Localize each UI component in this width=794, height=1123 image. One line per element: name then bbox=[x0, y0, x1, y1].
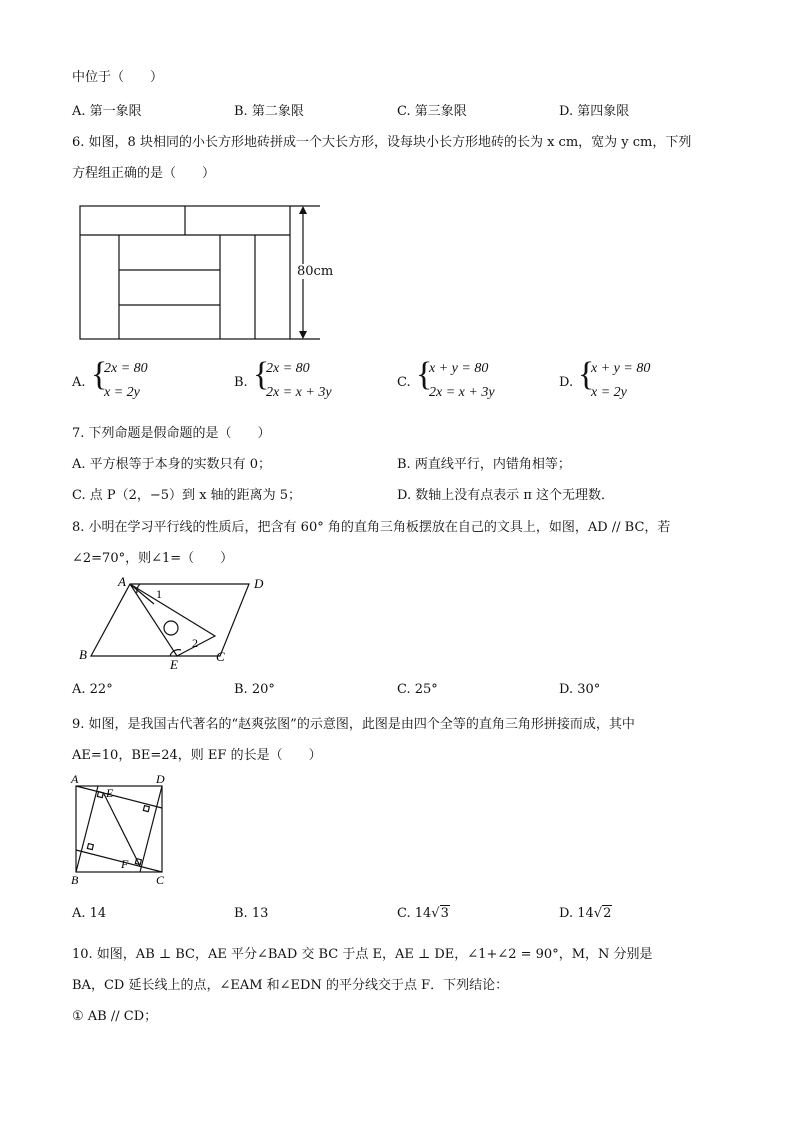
q6-option-c-letter: C. bbox=[397, 375, 411, 390]
q9-zhao-shuang-figure bbox=[68, 770, 178, 888]
q6-option-b-eq2: 2x = x + 3y bbox=[266, 385, 332, 400]
q8-option-a: A. 22° bbox=[72, 682, 113, 697]
q6-option-a-eq1: 2x = 80 bbox=[104, 361, 148, 376]
label-c: C bbox=[156, 873, 165, 887]
q9-option-d-radicand: 2 bbox=[603, 906, 612, 921]
ruler-hole bbox=[164, 621, 178, 635]
q5-option-b: B. 第二象限 bbox=[234, 104, 304, 119]
label-angle-1: 1 bbox=[156, 587, 162, 601]
label-b: B bbox=[79, 647, 87, 662]
q6-option-d-letter: D. bbox=[559, 375, 574, 390]
arrow-up-icon bbox=[299, 206, 307, 214]
q8-option-c: C. 25° bbox=[397, 682, 438, 697]
q5-option-d: D. 第四象限 bbox=[559, 104, 630, 119]
label-c: C bbox=[216, 649, 225, 664]
q8-stem-line2: ∠2=70°，则∠1=（ ） bbox=[72, 551, 234, 566]
q6-option-d-eq1: x + y = 80 bbox=[591, 361, 651, 376]
q7-option-a: A. 平方根等于本身的实数只有 0； bbox=[72, 457, 272, 472]
q8-triangle-ruler-figure bbox=[74, 572, 279, 672]
q8-option-b: B. 20° bbox=[234, 682, 275, 697]
q6-option-c-eq1: x + y = 80 bbox=[429, 361, 489, 376]
arrow-down-icon bbox=[299, 331, 307, 339]
q6-stem-line1: 6. 如图，8 块相同的小长方形地砖拼成一个大长方形，设每块小长方形地砖的长为 x cm，宽为 y cm，下列 bbox=[72, 135, 692, 150]
q5-option-a: A. 第一象限 bbox=[72, 104, 142, 119]
q5-stem-tail: 中位于（ ） bbox=[72, 70, 164, 85]
sqrt-icon: √ bbox=[431, 906, 440, 921]
q9-option-c-prefix: C. 14 bbox=[397, 906, 432, 921]
q6-option-c-brace-icon: { bbox=[416, 356, 433, 393]
q9-stem-line1: 9. 如图，是我国古代著名的“赵爽弦图”的示意图，此图是由四个全等的直角三角形拼接而成，其中 bbox=[72, 717, 635, 732]
q6-option-b-eq1: 2x = 80 bbox=[266, 361, 310, 376]
label-a: A bbox=[118, 574, 126, 589]
q8-stem-line1: 8. 小明在学习平行线的性质后，把含有 60° 角的直角三角板摆放在自己的文具上，如图，AD // BC，若 bbox=[72, 520, 671, 535]
label-b: B bbox=[71, 873, 79, 887]
label-f: F bbox=[121, 857, 129, 871]
label-a: A bbox=[71, 772, 79, 786]
q6-option-a-eq2: x = 2y bbox=[104, 385, 140, 400]
q10-stem-line1: 10. 如图，AB ⊥ BC，AE 平分∠BAD 交 BC 于点 E，AE ⊥ DE，∠1+∠2 = 90°，M，N 分别是 bbox=[72, 947, 653, 962]
q7-option-b: B. 两直线平行，内错角相等； bbox=[397, 457, 571, 472]
label-e: E bbox=[170, 657, 178, 672]
sqrt-icon: √ bbox=[593, 906, 603, 921]
q9-stem-line2: AE=10，BE=24，则 EF 的长是（ ） bbox=[72, 748, 322, 763]
q6-option-d-eq2: x = 2y bbox=[591, 385, 627, 400]
q6-option-a-letter: A. bbox=[72, 375, 86, 390]
q5-option-c: C. 第三象限 bbox=[397, 104, 467, 119]
q9-option-c-radicand: 3 bbox=[440, 906, 449, 921]
q6-option-c-eq2: 2x = x + 3y bbox=[429, 385, 495, 400]
q9-option-d bbox=[559, 906, 612, 921]
q9-option-a: A. 14 bbox=[72, 906, 107, 921]
label-angle-2: 2 bbox=[192, 636, 198, 650]
q6-stem-line2: 方程组正确的是（ ） bbox=[72, 166, 216, 181]
q10-conclusion-1: ① AB // CD； bbox=[72, 1009, 158, 1024]
label-d: D bbox=[156, 772, 165, 786]
q6-figure-label: 80cm bbox=[297, 264, 334, 279]
q8-option-d: D. 30° bbox=[559, 682, 601, 697]
q6-option-a-brace-icon: { bbox=[91, 356, 108, 393]
q9-option-d-prefix: D. 14 bbox=[559, 906, 594, 921]
q6-option-d-brace-icon: { bbox=[578, 356, 595, 393]
q9-option-c bbox=[397, 906, 450, 921]
label-d: D bbox=[254, 576, 264, 591]
outer-square bbox=[76, 786, 162, 872]
q7-option-c: C. 点 P（2，−5）到 x 轴的距离为 5； bbox=[72, 488, 302, 503]
q6-option-b-letter: B. bbox=[234, 375, 248, 390]
q9-option-b: B. 13 bbox=[234, 906, 269, 921]
label-e: E bbox=[106, 786, 114, 800]
q7-option-d: D. 数轴上没有点表示 π 这个无理数． bbox=[397, 488, 615, 503]
q10-stem-line2: BA，CD 延长线上的点，∠EAM 和∠EDN 的平分线交于点 F．下列结论： bbox=[72, 978, 509, 993]
q6-option-b-brace-icon: { bbox=[253, 356, 270, 393]
q7-stem: 7. 下列命题是假命题的是（ ） bbox=[72, 426, 271, 441]
